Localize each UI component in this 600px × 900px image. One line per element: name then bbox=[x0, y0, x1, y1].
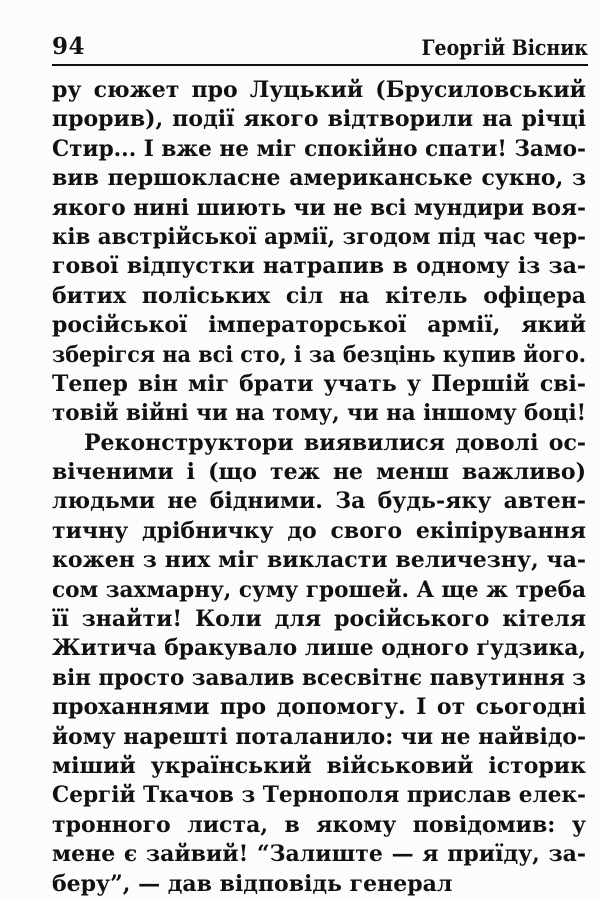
text-line: міший український військовий історик bbox=[52, 752, 586, 779]
text-line: прорив), події якого відтворили на річці bbox=[52, 106, 586, 133]
text-line: товій війні чи на тому, чи на іншому боці! bbox=[52, 400, 587, 427]
text-line: гової відпустки натрапив в одному із за- bbox=[52, 253, 586, 280]
text-line: беру”, — дав відповідь генерал bbox=[52, 870, 453, 897]
page-header bbox=[52, 28, 588, 66]
page-body bbox=[52, 76, 586, 899]
text-line: Тепер він міг брати учать у Першій сві- bbox=[52, 370, 586, 397]
text-line: Реконструктори виявилися доволі ос- bbox=[84, 429, 586, 456]
text-line: йому нарешті поталанило: чи не найвідо- bbox=[52, 723, 587, 750]
page-number: 94 bbox=[52, 33, 86, 60]
text-line: вив першокласне американське сукно, з bbox=[52, 165, 586, 192]
text-line: якого нині шиють чи не всі мундири воя- bbox=[52, 194, 586, 221]
text-line: зберігся на всі сто, і за безцінь купив його. bbox=[52, 341, 586, 368]
text-line: людьми не бідними. За будь-яку автен- bbox=[52, 488, 586, 515]
paragraph bbox=[52, 76, 586, 429]
text-line: віченими і (що теж не менш важливо) bbox=[52, 459, 586, 486]
text-line: Житича бракувало лише одного ґудзика, bbox=[52, 635, 587, 662]
text-line: тичну дрібничку до свого екіпірування bbox=[52, 517, 586, 544]
running-title: Георгій Вісник bbox=[421, 35, 588, 60]
text-line: Сергій Ткачов з Тернополя прислав елек- bbox=[52, 782, 587, 809]
text-line: її знайти! Коли для російського кітеля bbox=[52, 606, 586, 633]
text-line: Стир... І вже не міг спокійно спати! Замо- bbox=[52, 135, 587, 162]
text-line: тронного листа, в якому повідомив: у bbox=[52, 811, 586, 838]
text-line: ру сюжет про Луцький (Брусиловський bbox=[52, 77, 586, 103]
text-line: він просто завалив всесвітнє павутиння з bbox=[52, 664, 586, 691]
text-line: битих поліських сіл на кітель офіцера bbox=[52, 282, 586, 309]
text-line: ків австрійської армії, згодом під час чер- bbox=[52, 223, 586, 250]
text-line: проханнями про допомогу. І от сьогодні bbox=[52, 694, 586, 721]
text-line: російської імператорської армії, який bbox=[52, 312, 586, 339]
text-line: кожен з них міг викласти величезну, ча- bbox=[52, 547, 586, 574]
paragraph bbox=[52, 429, 586, 899]
text-line: сом захмарну, суму грошей. А ще ж треба bbox=[52, 576, 586, 603]
text-line: мене є зайвий! “Залиште — я приїду, за- bbox=[52, 841, 586, 868]
